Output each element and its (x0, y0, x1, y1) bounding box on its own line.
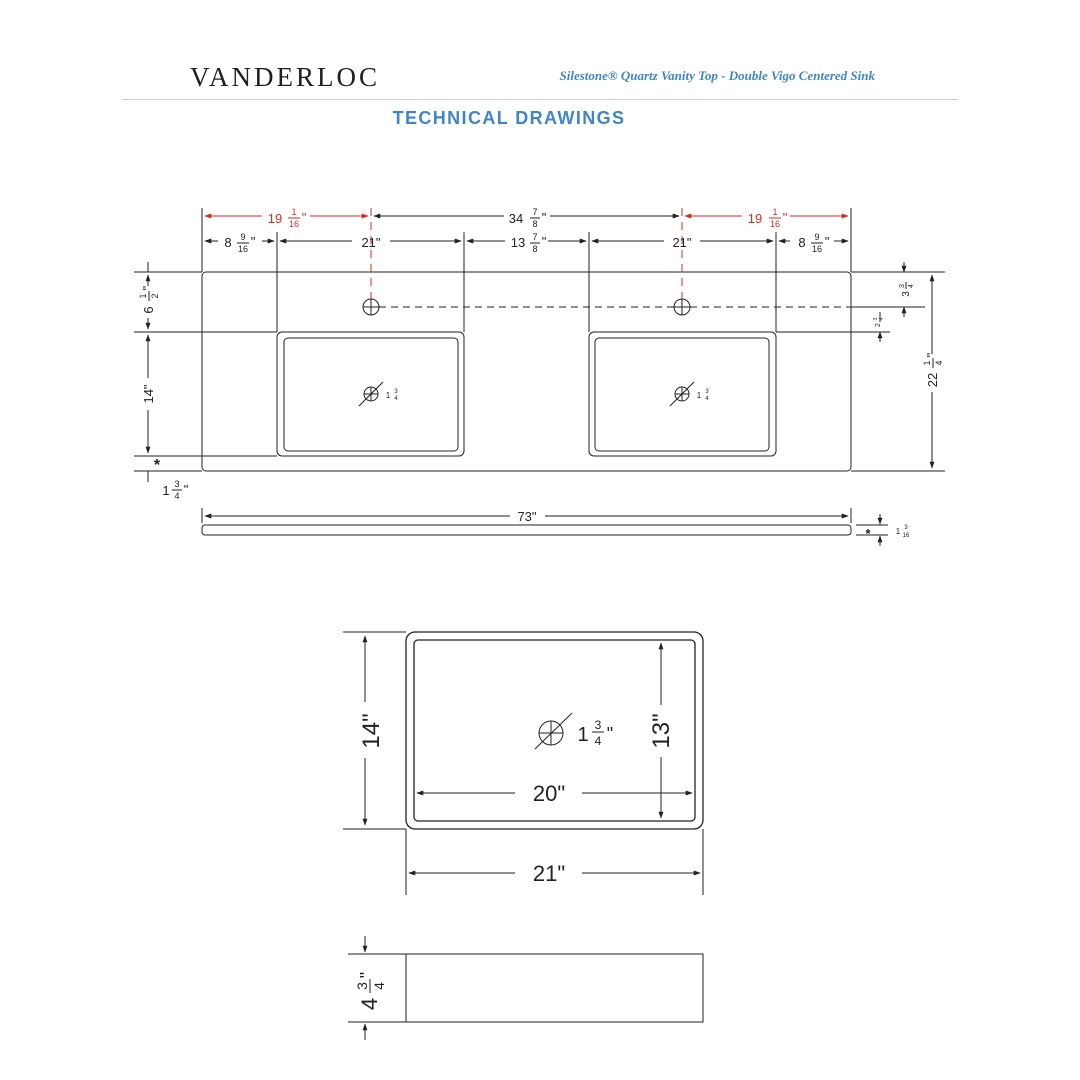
dim-right-center-num: 1 (772, 207, 778, 217)
dim-inner-depth: 13" (648, 713, 675, 749)
dim-right-edge-num: 9 (814, 232, 820, 242)
dim-total-depth-den: 4 (934, 360, 944, 366)
top-dim-labels (224, 207, 829, 254)
dim-total-depth-num: 1 (922, 360, 932, 366)
dim-left-center-whole: 19 (267, 211, 283, 226)
right-dim-labels (873, 282, 944, 387)
dim-right-edge-den: 16 (811, 244, 823, 254)
dim-thickness-den: 16 (902, 533, 910, 539)
countertop-outline (202, 272, 851, 471)
dim-sink-width-left: 21" (361, 235, 381, 250)
dim-sink-height-whole: 4 (357, 997, 382, 1011)
sink-drain-num: 3 (594, 718, 602, 732)
section-title: TECHNICAL DRAWINGS (392, 108, 626, 128)
dim-left-edge-num: 9 (240, 232, 246, 242)
dim-left-edge-den: 16 (237, 244, 249, 254)
dim-total-depth-whole: 22 (925, 372, 940, 388)
dim-sink-height-inch: " (357, 971, 377, 979)
dim-center-spacing-inch: " (541, 210, 547, 225)
drain-left-num: 3 (394, 389, 398, 395)
dim-outer-width: 21" (532, 861, 566, 886)
dim-right-center-whole: 19 (747, 211, 763, 226)
thickness-mark: * (865, 526, 871, 541)
dim-center-spacing-num: 7 (532, 207, 538, 217)
dim-center-spacing-den: 8 (532, 219, 538, 229)
dim-total-length: 73" (517, 509, 537, 524)
dim-thickness-whole: 1 (895, 527, 901, 536)
top-dimension-lines (148, 216, 932, 546)
dim-outer-depth: 14" (358, 713, 385, 749)
dim-inner-width: 20" (532, 781, 566, 806)
drain-labels (386, 389, 710, 402)
side-view-slab (202, 525, 851, 535)
left-dim-labels (138, 285, 189, 501)
drain-left-den: 4 (394, 396, 398, 402)
dim-back-to-sink-den: 2 (150, 293, 160, 299)
dim-faucet-offset-den: 4 (908, 284, 915, 288)
drain-right-num: 3 (705, 389, 709, 395)
dim-left-center-num: 1 (291, 207, 297, 217)
front-mark: * (153, 457, 161, 474)
dim-right-edge-inch: " (824, 234, 830, 249)
top-view (134, 208, 945, 471)
dim-faucet-to-sink-whole: 2 (875, 323, 882, 327)
dim-sink-width-right: 21" (672, 235, 692, 250)
dim-left-edge-whole: 8 (224, 235, 232, 250)
dim-faucet-to-sink-num: 3 (873, 317, 879, 321)
sink-side-labels (354, 972, 387, 1010)
sink-drain-whole: 1 (577, 724, 589, 746)
dim-back-to-sink-num: 1 (138, 293, 148, 299)
dim-right-center-den: 16 (769, 219, 781, 229)
dim-front-gap-num: 3 (174, 479, 180, 489)
dim-front-gap-whole: 1 (162, 483, 170, 498)
sink-side-view (348, 936, 703, 1040)
dim-left-edge-inch: " (250, 234, 256, 249)
dim-between-sinks-inch: " (541, 234, 547, 249)
dim-faucet-offset-whole: 3 (901, 291, 912, 297)
dim-left-center-den: 16 (288, 219, 300, 229)
dim-sink-height-den: 4 (371, 982, 387, 990)
dim-back-to-sink-whole: 6 (141, 306, 156, 314)
drain-left-whole: 1 (385, 391, 391, 400)
dim-left-center-inch: " (301, 210, 307, 225)
product-title: Silestone® Quartz Vanity Top - Double Vigo Centered Sink (559, 68, 875, 83)
dim-right-center-inch: " (782, 210, 788, 225)
sink-drain-den: 4 (594, 734, 602, 748)
drain-right-den: 4 (705, 396, 709, 402)
sink-side-rect (406, 954, 703, 1022)
dim-faucet-offset-num: 3 (899, 284, 906, 288)
dim-front-gap-inch: " (183, 482, 189, 497)
drain-right-whole: 1 (696, 391, 702, 400)
sink-drain-inch: " (606, 724, 614, 744)
dim-between-sinks-num: 7 (532, 232, 538, 242)
dim-center-spacing-whole: 34 (508, 211, 524, 226)
dim-front-gap-den: 4 (174, 491, 180, 501)
dim-between-sinks-whole: 13 (510, 235, 526, 250)
sink-detail (343, 632, 703, 895)
dim-total-depth-inch: " (924, 352, 939, 358)
dim-sink-height-num: 3 (354, 982, 370, 990)
dim-sink-depth: 14" (141, 384, 156, 404)
brand-logo: VANDERLOC (190, 62, 381, 92)
dim-back-to-sink-inch: " (140, 285, 155, 291)
dim-between-sinks-den: 8 (532, 244, 538, 254)
dim-right-edge-whole: 8 (798, 235, 806, 250)
dim-thickness-num: 3 (904, 525, 908, 531)
dim-faucet-to-sink-den: 4 (879, 317, 885, 321)
